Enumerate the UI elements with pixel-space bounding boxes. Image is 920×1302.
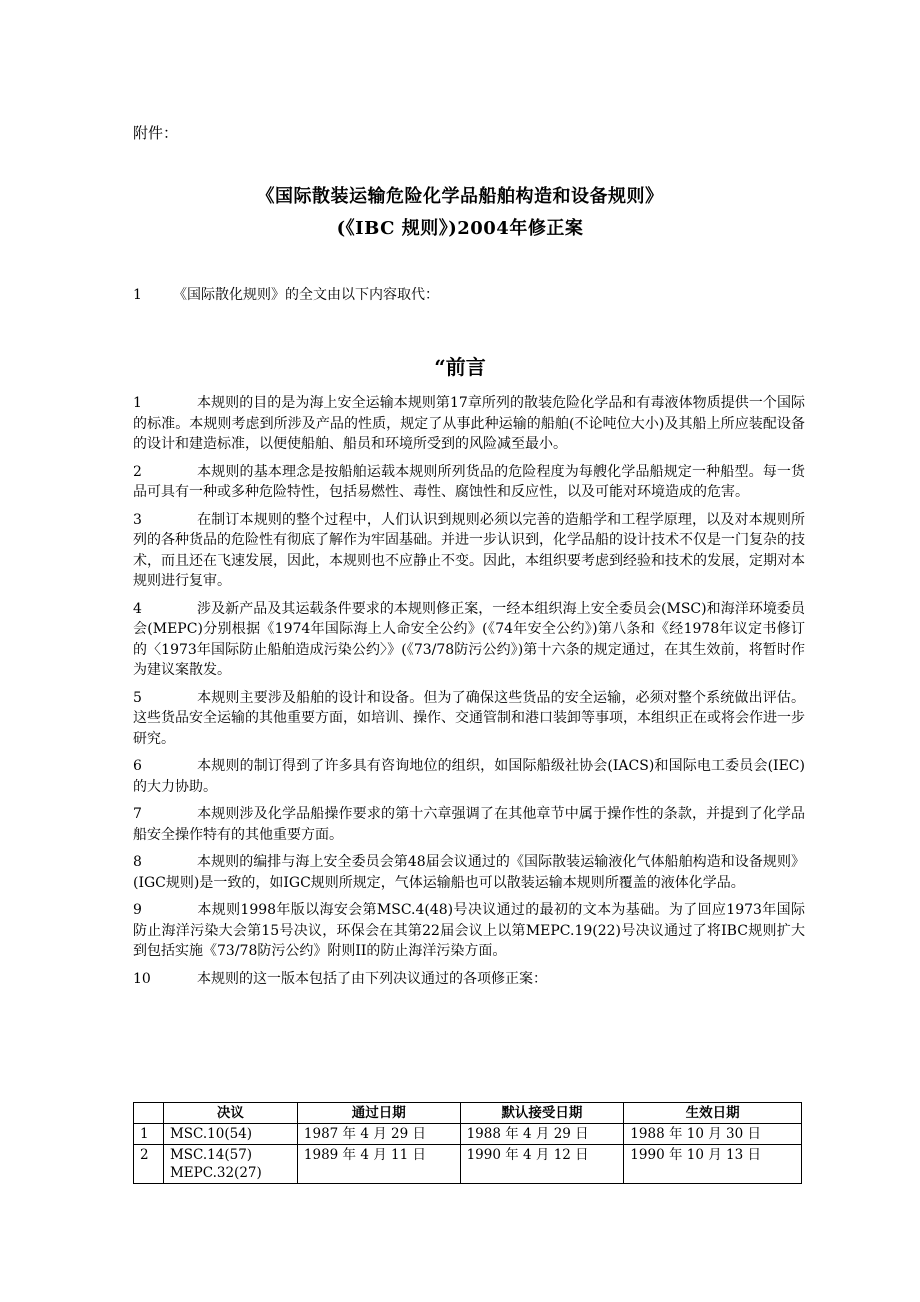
paragraph-text: 在制订本规则的整个过程中，人们认识到规则必须以完善的造船学和工程学原理，以及对本规则所列的各种货品的危险性有彻底了解作为牢固基础。并进一步认识到，化学品船的设计技术不仅是一门复杂的技术，而且还在飞速发展，因此，本规则也不应静止不变。因此，本组织要考虑到经验和技术的发展，定期对本规则进行复审。 [133, 511, 805, 589]
document-title-line2: (《IBC 规则》)2004年修正案 [336, 218, 584, 239]
table-header-row [134, 1103, 802, 1124]
paragraph-number: 3 [133, 511, 142, 528]
intro-number: 1 [133, 287, 142, 303]
paragraph [133, 852, 805, 893]
paragraph [133, 756, 805, 797]
attachment-label: 附件： [133, 124, 179, 142]
cell-entry-into-force-date: 1988 年 10 月 30 日 [624, 1124, 802, 1145]
paragraph-number: 4 [133, 600, 142, 617]
paragraph [133, 510, 805, 592]
paragraph-text: 涉及新产品及其运载条件要求的本规则修正案，一经本组织海上安全委员会(MSC)和海洋环境委员会(MEPC)分别根据《1974年国际海上人命安全公约》(《74年安全公约》)第八条和《经1978年议定书修订的〈1973年国际防止船舶造成污染公约〉》(《73/78防污公约》)第十六条的规定通过，在其生效前，将暂时作为建议案散发。 [133, 600, 805, 678]
document-title-line1: 《国际散装运输危险化学品船舶构造和设备规则》 [256, 186, 664, 207]
paragraph-number: 7 [133, 806, 142, 822]
paragraph-number: 10 [133, 970, 151, 987]
paragraph-text: 本规则的目的是为海上安全运输本规则第17章所列的散装危险化学品和有毒液体物质提供一个国际的标准。本规则考虑到所涉及产品的性质，规定了从事此种运输的船舶(不论吨位大小)及其船上所应装配设备的设计和建造标准，以便使船舶、船员和环境所受到的风险减至最小。 [133, 395, 805, 452]
paragraph-text: 本规则的基本理念是按船舶运载本规则所列货品的危险程度为每艘化学品船规定一种船型。每一货品可具有一种或多种危险特性，包括易燃性、毒性、腐蚀性和反应性，以及可能对环境造成的危害。 [133, 463, 805, 500]
cell-adoption-date: 1989 年 4 月 11 日 [297, 1145, 460, 1184]
column-header-adoption-date: 通过日期 [297, 1103, 460, 1124]
preface-paragraphs [133, 393, 805, 996]
intro-paragraph [133, 284, 439, 304]
cell-index: 1 [134, 1124, 164, 1145]
paragraph-text: 本规则主要涉及船舶的设计和设备。但为了确保这些货品的安全运输，必须对整个系统做出评估。这些货品安全运输的其他重要方面，如培训、操作、交通管制和港口装卸等事项，本组织正在或将会作进一步研究。 [133, 689, 805, 747]
cell-adoption-date: 1987 年 4 月 29 日 [297, 1124, 460, 1145]
paragraph-number: 2 [133, 463, 142, 480]
paragraph [133, 900, 805, 962]
cell-deemed-acceptance-date: 1988 年 4 月 29 日 [460, 1124, 624, 1145]
cell-resolution: MSC.14(57) MEPC.32(27) [163, 1145, 297, 1184]
paragraph-text: 本规则1998年版以海安会第MSC.4(48)号决议通过的最初的文本为基础。为了回应1973年国际防止海洋污染大会第15号决议，环保会在其第22届会议上以第MEPC.19(22)号决议通过了将IBC规则扩大到包括实施《73/78防污公约》附则II的防止海洋污染方面。 [133, 902, 805, 959]
intro-text: 《国际散化规则》的全文由以下内容取代： [173, 287, 439, 303]
cell-resolution: MSC.10(54) [163, 1124, 297, 1145]
paragraph-number: 6 [133, 758, 142, 774]
paragraph-text: 本规则的制订得到了许多具有咨询地位的组织，如国际船级社协会(IACS)和国际电工委员会(IEC)的大力协助。 [133, 758, 805, 795]
paragraph-number: 8 [133, 854, 142, 870]
paragraph [133, 804, 805, 845]
resolutions-table [133, 1102, 802, 1184]
table-row [134, 1124, 802, 1145]
paragraph-number: 9 [133, 902, 142, 918]
column-header-entry-into-force-date: 生效日期 [624, 1103, 802, 1124]
paragraph-text: 本规则涉及化学品船操作要求的第十六章强调了在其他章节中属于操作性的条款，并提到了化学品船安全操作特有的其他重要方面。 [133, 806, 805, 843]
column-header-deemed-acceptance-date: 默认接受日期 [460, 1103, 624, 1124]
cell-index: 2 [134, 1145, 164, 1184]
preface-heading: “前言 [434, 355, 486, 379]
column-header-resolution: 决议 [163, 1103, 297, 1124]
paragraph-number: 5 [133, 689, 142, 706]
column-header-index [134, 1103, 164, 1124]
paragraph [133, 393, 805, 455]
paragraph-text: 本规则的这一版本包括了由下列决议通过的各项修正案： [197, 970, 547, 987]
cell-entry-into-force-date: 1990 年 10 月 13 日 [624, 1145, 802, 1184]
paragraph-number: 1 [133, 395, 142, 411]
paragraph [133, 599, 805, 681]
paragraph [133, 688, 805, 750]
paragraph [133, 969, 805, 990]
cell-deemed-acceptance-date: 1990 年 4 月 12 日 [460, 1145, 624, 1184]
table-row [134, 1145, 802, 1184]
paragraph [133, 462, 805, 503]
paragraph-text: 本规则的编排与海上安全委员会第48届会议通过的《国际散装运输液化气体船舶构造和设备规则》(IGC规则)是一致的，如IGC规则所规定，气体运输船也可以散装运输本规则所覆盖的液体化学品。 [133, 854, 805, 891]
